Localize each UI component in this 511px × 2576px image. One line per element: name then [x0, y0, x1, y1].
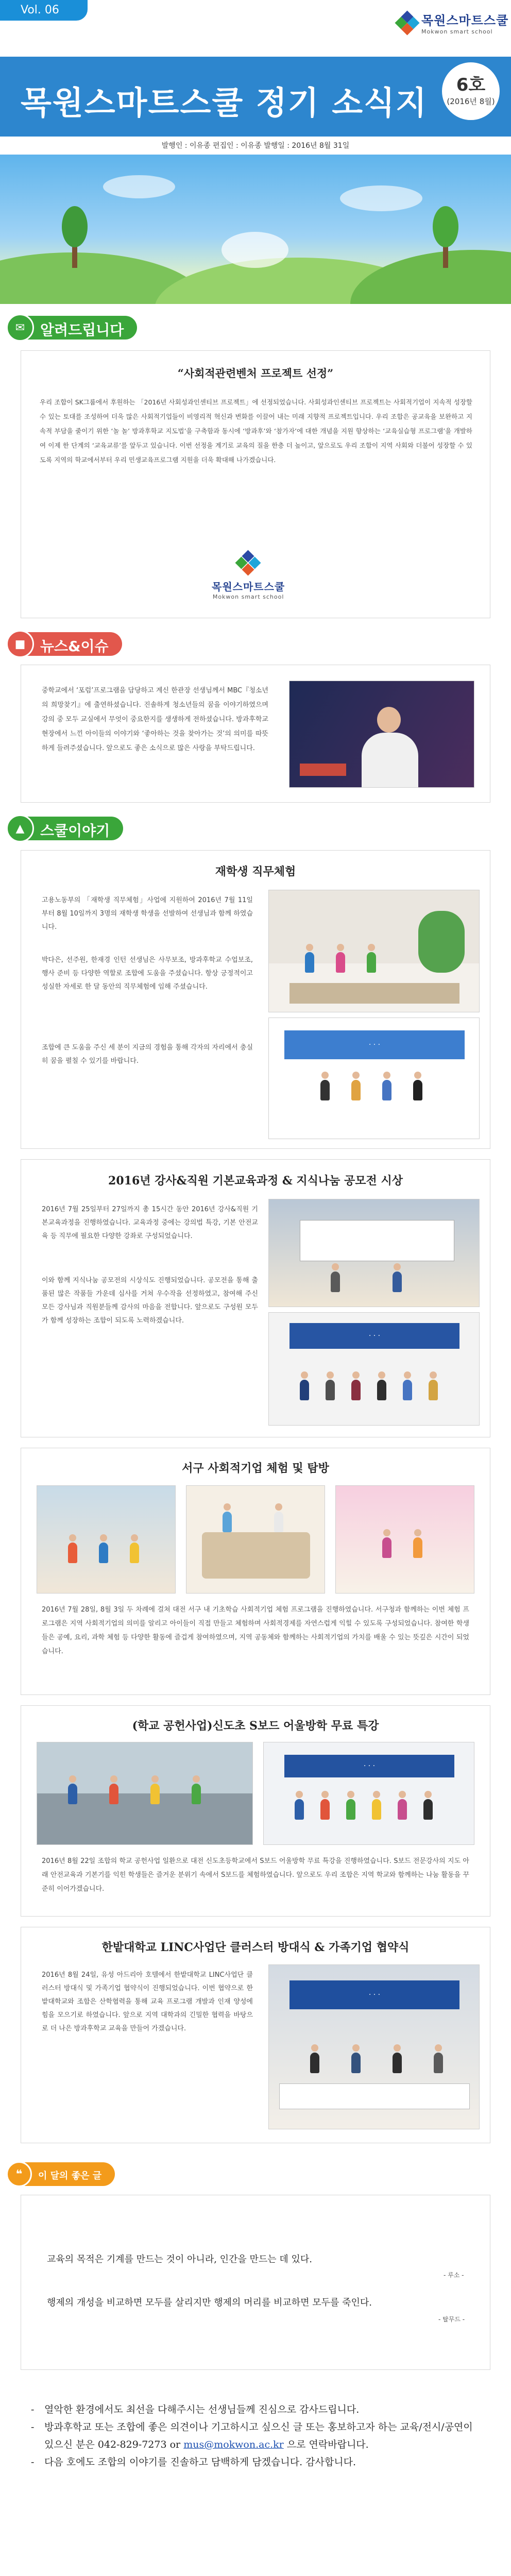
- quote-section-label: 이 달의 좋은 글: [25, 2162, 115, 2186]
- volume-badge: Vol. 06: [0, 0, 88, 21]
- notice-title: “사회적관련벤처 프로젝트 선정”: [177, 367, 334, 380]
- notice-section-label: 알려드립니다: [27, 316, 137, 340]
- news-section-tag: [6, 630, 122, 658]
- internship-photo-2: [268, 1018, 480, 1139]
- story-internship-para-2: 박다은, 선주원, 한재경 인턴 선생님은 사무보조, 방과후학교 수업보조, 행사 준비 등 다양한 역할로 조합에 도움을 주셨습니다. 항상 긍정적이고 성실한 자세로 한 달 동안의 직무체험에 임해 주셨습니다.: [42, 956, 253, 991]
- story-social-enterprise-title: 서구 사회적기업 체험 및 탐방: [182, 1462, 329, 1475]
- news-body: 중학교에서 ‘포럼’프로그램을 담당하고 계신 한관장 선생님께서 MBC『청소년의 희망찾기』에 출연하셨습니다. 진솔하게 청소년들의 꿈을 이야기하였으며 강의 중 모두 교실에서 무엇이 중요한지를 생생하게 전하셨습니다. 방과후학교 현장에서 느낀 아이들의 이야기와 ‘좋아하는 것을 찾아가는 것’의 의미를 따뜻하게 들려주셨습니다. 앞으로도 좋은 소식으로 많은 사랑을 부탁드립니다.: [42, 687, 268, 752]
- story-internship-para-1: 고용노동부의 「재학생 직무체험」사업에 지원하여 2016년 7월 11일부터 8월 10일까지 3명의 재학생 학생을 선발하여 선생님과 함께 하였습니다.: [42, 896, 253, 931]
- logo-diamond-icon: [237, 552, 260, 574]
- megaphone-icon: ✉: [6, 314, 34, 342]
- closing-item-1: - 열악한 환경에서도 최선을 다해주시는 선생님들께 진심으로 감사드립니다.: [31, 2404, 360, 2415]
- story-internship-title: 재학생 직무체험: [215, 865, 296, 878]
- newspaper-icon: ■: [6, 630, 34, 658]
- quote-source-1: - 루소 -: [444, 2272, 464, 2279]
- logo-subtitle: Mokwon smart school: [421, 28, 493, 35]
- quote-box: [21, 2195, 490, 2370]
- quote-section-tag: [6, 2160, 115, 2189]
- logo-name: 목원스마트스쿨: [421, 13, 509, 28]
- quote-line-2: 행제의 개성을 비교하면 모두를 살리지만 행제의 머리를 비교하면 모두를 죽인다.: [47, 2297, 372, 2308]
- hero-illustration: [0, 155, 511, 304]
- closing-item-2: - 방과후학교 또는 조합에 좋은 의견이나 기고하시고 싶으신 글 또는 홍보하고자 하는 교육/전시/공연이 있으신 분은 042-829-7273 or mus@mokwon.ac.kr 으로 연락바랍니다.: [31, 2421, 473, 2450]
- news-photo: [289, 681, 474, 788]
- title-banner: [0, 57, 511, 137]
- news-box: [21, 665, 490, 803]
- issue-date: (2016년 8월): [447, 97, 495, 106]
- linc-banner-sign: · · ·: [289, 1980, 459, 2009]
- logo-diamond-icon: [397, 12, 417, 33]
- story-linc-title: 한밭대학교 LINC사업단 클러스터 방대식 & 가족기업 협약식: [101, 1941, 410, 1954]
- quote-icon: ❝: [6, 2161, 32, 2187]
- story-social-enterprise-box: [21, 1448, 490, 1695]
- story-internship-box: [21, 850, 490, 1149]
- contact-email-link[interactable]: mus@mokwon.ac.kr: [183, 2439, 284, 2450]
- publication-credits: 발행인 : 이유종 편집인 : 이유종 발행일 : 2016년 8월 31일: [161, 142, 350, 150]
- training-banner-sign: · · ·: [289, 1323, 459, 1349]
- header: [0, 0, 511, 57]
- quote-line-1: 교육의 목적은 기계를 만드는 것이 아니라, 인간을 만드는 데 있다.: [47, 2254, 313, 2265]
- newsletter-title: 목원스마트스쿨 정기 소식지: [21, 84, 428, 122]
- training-photo-1: [268, 1199, 480, 1307]
- notice-box: [21, 350, 490, 618]
- social-enterprise-photo-1: [37, 1485, 176, 1594]
- closing-notices: [31, 2401, 484, 2471]
- story-sboard-title: (학교 공헌사업)신도초 S보드 어울방학 무료 특강: [132, 1719, 379, 1733]
- story-internship-para-3: 조합에 큰 도움을 주신 세 분이 지금의 경험을 통해 각자의 자리에서 충실히 꿈을 펼칠 수 있기를 바랍니다.: [42, 1044, 253, 1065]
- internship-photo-1: [268, 890, 480, 1012]
- notice-section-tag: [6, 313, 137, 342]
- story-training-para-2: 이와 함께 지식나눔 공모전의 시상식도 진행되었습니다. 공모전을 통해 출품된 많은 작품들 가운데 심사를 거쳐 우수작을 선정하였고, 참여해 주신 모든 강사님과 직원분들께 감사의 마음을 전합니다. 앞으로도 구성원 모두가 함께 성장하는 조합이 되도록 노력하겠습니다.: [42, 1277, 258, 1325]
- notice-logo: [212, 552, 285, 600]
- social-enterprise-photo-2: [186, 1485, 325, 1594]
- header-logo[interactable]: [397, 10, 508, 35]
- internship-banner-sign: · · ·: [284, 1030, 465, 1059]
- news-section-label: 뉴스&이슈: [27, 632, 122, 656]
- sboard-banner-sign: · · ·: [284, 1755, 454, 1777]
- issue-number: 6호: [456, 75, 486, 95]
- linc-photo: [268, 1964, 480, 2129]
- story-training-para-1: 2016년 7월 25일부터 27일까지 총 15시간 동안 2016년 강사&직원 기본교육과정을 진행하였습니다. 교육과정 중에는 강의법 특강, 기본 안전교육 등 직무에 필요한 다양한 강좌로 구성되었습니다.: [42, 1206, 258, 1240]
- social-enterprise-photo-3: [335, 1485, 474, 1594]
- story-linc-body: 2016년 8월 24일, 유성 아드리아 호텔에서 한밭대학교 LINC사업단 클러스터 방대식 및 가족기업 협약식이 진행되었습니다. 이번 협약으로 한밭대학교와 조합은 산학협력을 통해 교육 프로그램 개발과 인재 양성에 힘을 모으기로 하였습니다. 앞으로 지역 대학과의 긴밀한 협력을 바탕으로 더 나은 방과후학교 교육을 만들어 가겠습니다.: [42, 1971, 253, 2032]
- issue-badge: [440, 61, 501, 122]
- logo-name: 목원스마트스쿨: [212, 581, 285, 593]
- closing-item-3: - 다음 호에도 조합의 이야기를 진솔하고 담백하게 담겠습니다. 감사합니다.: [31, 2456, 356, 2468]
- story-training-box: [21, 1159, 490, 1437]
- story-section-label: 스쿨이야기: [27, 817, 123, 840]
- training-photo-2: [268, 1312, 480, 1426]
- story-section-tag: [6, 814, 123, 843]
- logo-subtitle: Mokwon smart school: [212, 594, 284, 600]
- sboard-photo-1: [37, 1742, 253, 1845]
- sboard-photo-2: [263, 1742, 474, 1845]
- story-sboard-box: [21, 1705, 490, 1917]
- notice-body: 우리 조합이 SK그룹에서 후원하는 「2016년 사회성과인센티브 프로젝트」에 선정되었습니다. 사회성과인센티브 프로젝트는 사회적기업이 지속적 성장할 수 있는 토대를 조성하여 더욱 많은 사회적기업들이 비영리적 혁신과 변화를 이끌어 내는 미래 지향적 프로젝트입니다. 우리 조합은 공교육을 보완하고 지속적 부담을 줄이기 위한 ‘놀 놀’ 방과후학교 지도법’을 구축함과 동시에 ‘방과후’와 ‘참가자’에 대한 개념을 지원 향상하는 ‘교육실습형 프로그램’을 개발하여 이제 한 단계의 ‘교육교류’를 앞두고 있습니다. 이번 선정을 계기로 교육의 질을 한층 더 높이고, 앞으로도 우리 조합이 지역 사회와 더불어 성장할 수 있도록 지역의 학교에서부터 우리 민생교육프로그램 지원을 더욱 확대해 나가겠습니다.: [40, 398, 472, 464]
- story-training-title: 2016년 강사&직원 기본교육과정 & 지식나눔 공모전 시상: [108, 1174, 403, 1188]
- story-social-enterprise-body: 2016년 7월 28일, 8월 3일 두 차례에 걸쳐 대전 서구 내 기초학습 사회적기업 체험 프로그램을 진행하였습니다. 서구청과 함께하는 이번 체험 프로그램은 지역 사회적기업의 의미를 알리고 아이들이 직접 만들고 체험하며 사회적경제를 자연스럽게 익힐 수 있도록 구성되었습니다. 참여한 학생들은 공예, 요리, 과학 체험 등 다양한 활동에 즐겁게 참여하였으며, 지역 공동체와 함께하는 사회적기업의 가치를 배울 수 있는 뜻깊은 시간이 되었습니다.: [42, 1606, 469, 1655]
- school-icon: ▲: [6, 815, 34, 842]
- story-linc-box: [21, 1927, 490, 2143]
- story-sboard-body: 2016년 8월 22일 조합의 학교 공헌사업 일환으로 대전 신도초등학교에서 S보드 어울방학 무료 특강을 진행하였습니다. S보드 전문강사의 지도 아래 안전교육과 기본기를 익힌 학생들은 즐거운 분위기 속에서 S보드를 체험하였습니다. 앞으로도 우리 조합은 지역 학교와 함께하는 나눔 활동을 꾸준히 이어가겠습니다.: [42, 1857, 469, 1893]
- quote-source-2: - 탈무드 -: [438, 2316, 465, 2323]
